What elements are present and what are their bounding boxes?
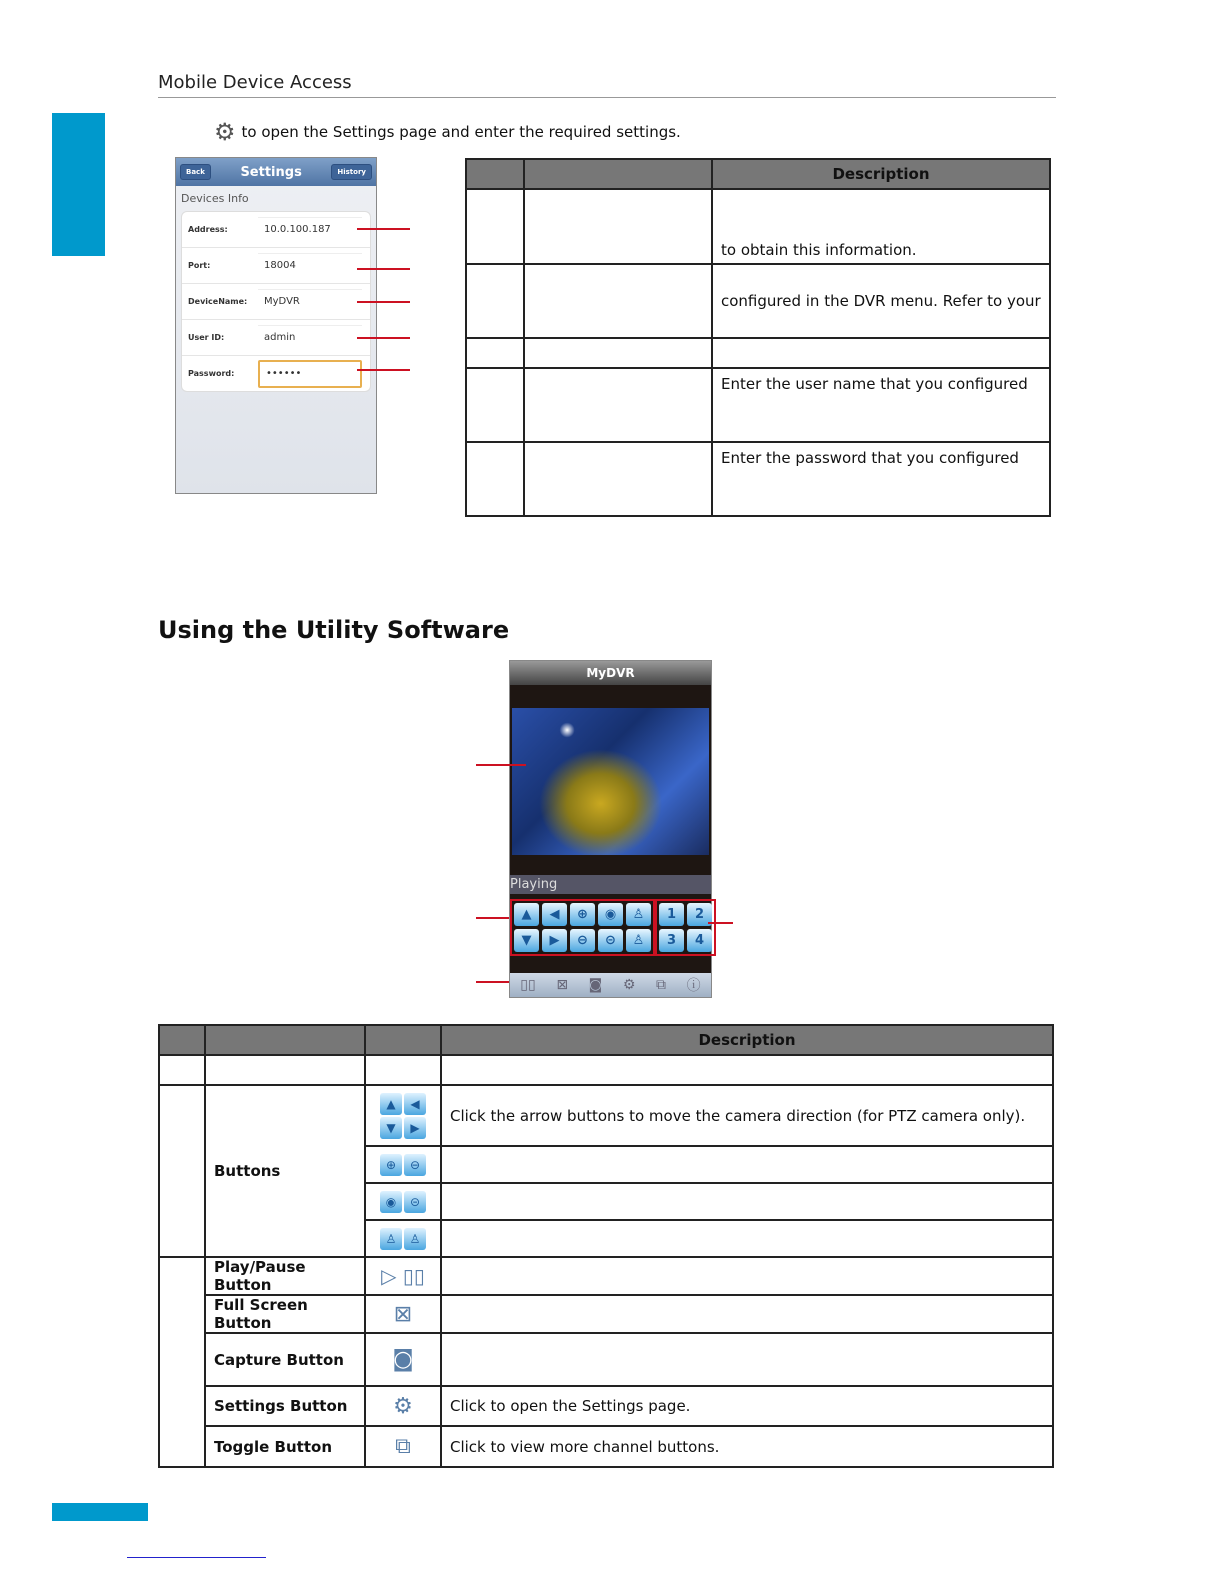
- field-label: DeviceName:: [188, 297, 248, 306]
- iris-close-icon[interactable]: ♙: [626, 929, 651, 952]
- fullscreen-icon: ⊠: [365, 1295, 441, 1333]
- camera-icon[interactable]: ◙: [588, 977, 603, 993]
- up-arrow-icon: ▲: [380, 1093, 402, 1115]
- side-tab: [52, 113, 105, 256]
- footer-bar: [52, 1503, 148, 1521]
- focus-near-icon[interactable]: ◉: [598, 903, 623, 926]
- field-port: [182, 248, 370, 284]
- table-cell: Click to view more channel buttons.: [441, 1426, 1053, 1467]
- table-cell: configured in the DVR menu. Refer to your: [712, 264, 1050, 338]
- port-input[interactable]: 18004: [258, 253, 362, 278]
- utility-table: [158, 1024, 1054, 1468]
- table-cell: [441, 1257, 1053, 1295]
- password-input[interactable]: ••••••: [258, 360, 362, 388]
- toggle-icon: ⧉: [365, 1426, 441, 1467]
- channel-button[interactable]: 2: [687, 903, 712, 926]
- zoom-out-icon[interactable]: ⊖: [570, 929, 595, 952]
- table-cell: [441, 1295, 1053, 1333]
- table-cell: [441, 1333, 1053, 1386]
- description-header: Description: [441, 1025, 1053, 1055]
- field-label: Port:: [188, 261, 211, 270]
- field-label: Address:: [188, 225, 228, 234]
- camera-icon: ◙: [365, 1333, 441, 1386]
- table-cell: Enter the password that you configured: [712, 442, 1050, 516]
- focus-far-icon[interactable]: ⊝: [598, 929, 623, 952]
- fullscreen-icon[interactable]: ⊠: [556, 977, 569, 993]
- ptz-controls: [510, 899, 655, 956]
- row-name: Full Screen Button: [205, 1295, 365, 1333]
- iris-icon: ♙: [404, 1228, 426, 1250]
- table-cell: to obtain this information.: [712, 189, 1050, 264]
- buttons-label: Buttons: [205, 1085, 365, 1257]
- dvr-screenshot: [509, 660, 712, 998]
- status-text: Playing: [510, 875, 711, 894]
- up-arrow-icon[interactable]: ▲: [514, 903, 539, 926]
- callout-line: [708, 922, 733, 924]
- gear-icon[interactable]: ⚙: [622, 977, 636, 993]
- settings-screenshot: [175, 157, 377, 494]
- channel-buttons: [655, 899, 716, 956]
- table-cell: Enter the user name that you configured: [712, 368, 1050, 442]
- zoom-in-icon: ⊕: [380, 1154, 402, 1176]
- callout-line: [476, 764, 526, 766]
- zoom-out-icon: ⊖: [404, 1154, 426, 1176]
- focus-icon: ⊝: [404, 1191, 426, 1213]
- intro-text: [214, 118, 681, 146]
- gear-icon: ⚙: [214, 118, 236, 146]
- focus-icon: ◉: [380, 1191, 402, 1213]
- row-name: Capture Button: [205, 1333, 365, 1386]
- field-password: [182, 356, 370, 391]
- section-heading: Using the Utility Software: [158, 616, 510, 644]
- field-user-id: [182, 320, 370, 356]
- address-input[interactable]: 10.0.100.187: [258, 217, 362, 242]
- play-pause-icon: ▷ ▯▯: [365, 1257, 441, 1295]
- info-icon[interactable]: ⓘ: [686, 978, 701, 994]
- toolbar: [510, 973, 711, 997]
- channel-button[interactable]: 4: [687, 929, 712, 952]
- toggle-icon[interactable]: ⧉: [656, 977, 667, 993]
- iris-open-icon[interactable]: ♙: [626, 903, 651, 926]
- device-name-input[interactable]: MyDVR: [258, 289, 362, 314]
- down-arrow-icon: ▼: [380, 1117, 402, 1139]
- page-header: Mobile Device Access: [158, 72, 352, 93]
- row-name: Settings Button: [205, 1386, 365, 1426]
- row-name: Play/Pause Button: [205, 1257, 365, 1295]
- user-id-input[interactable]: admin: [258, 325, 362, 350]
- callout-line: [476, 917, 509, 919]
- settings-title: Settings: [240, 164, 302, 180]
- right-arrow-icon: ▶: [404, 1117, 426, 1139]
- table-cell: Click the arrow buttons to move the camera direction (for PTZ camera only).: [441, 1085, 1053, 1146]
- back-button[interactable]: Back: [180, 164, 211, 180]
- callout-line: [357, 268, 410, 270]
- channel-button[interactable]: 3: [659, 929, 684, 952]
- left-arrow-icon[interactable]: ◀: [542, 903, 567, 926]
- intro-label: to open the Settings page and enter the required settings.: [241, 123, 681, 141]
- right-arrow-icon[interactable]: ▶: [542, 929, 567, 952]
- section-title: Devices Info: [181, 192, 249, 205]
- field-label: User ID:: [188, 333, 225, 342]
- callout-line: [476, 981, 509, 983]
- channel-button[interactable]: 1: [659, 903, 684, 926]
- down-arrow-icon[interactable]: ▼: [514, 929, 539, 952]
- table-cell: [712, 338, 1050, 368]
- pause-icon[interactable]: ▯▯: [520, 977, 536, 993]
- header-divider: [158, 97, 1056, 98]
- callout-line: [357, 301, 410, 303]
- table-cell: Click to open the Settings page.: [441, 1386, 1053, 1426]
- field-address: [182, 212, 370, 248]
- video-view[interactable]: [512, 708, 709, 855]
- footer-link-underline: [127, 1557, 266, 1558]
- gear-icon: ⚙: [365, 1386, 441, 1426]
- description-header: Description: [712, 159, 1050, 189]
- callout-line: [357, 228, 410, 230]
- settings-table: [465, 158, 1051, 517]
- callout-line: [357, 337, 410, 339]
- row-name: Toggle Button: [205, 1426, 365, 1467]
- left-arrow-icon: ◀: [404, 1093, 426, 1115]
- dvr-title: MyDVR: [510, 661, 711, 685]
- callout-line: [357, 369, 410, 371]
- zoom-in-icon[interactable]: ⊕: [570, 903, 595, 926]
- iris-icon: ♙: [380, 1228, 402, 1250]
- history-button[interactable]: History: [331, 164, 372, 180]
- field-device-name: [182, 284, 370, 320]
- field-label: Password:: [188, 369, 235, 378]
